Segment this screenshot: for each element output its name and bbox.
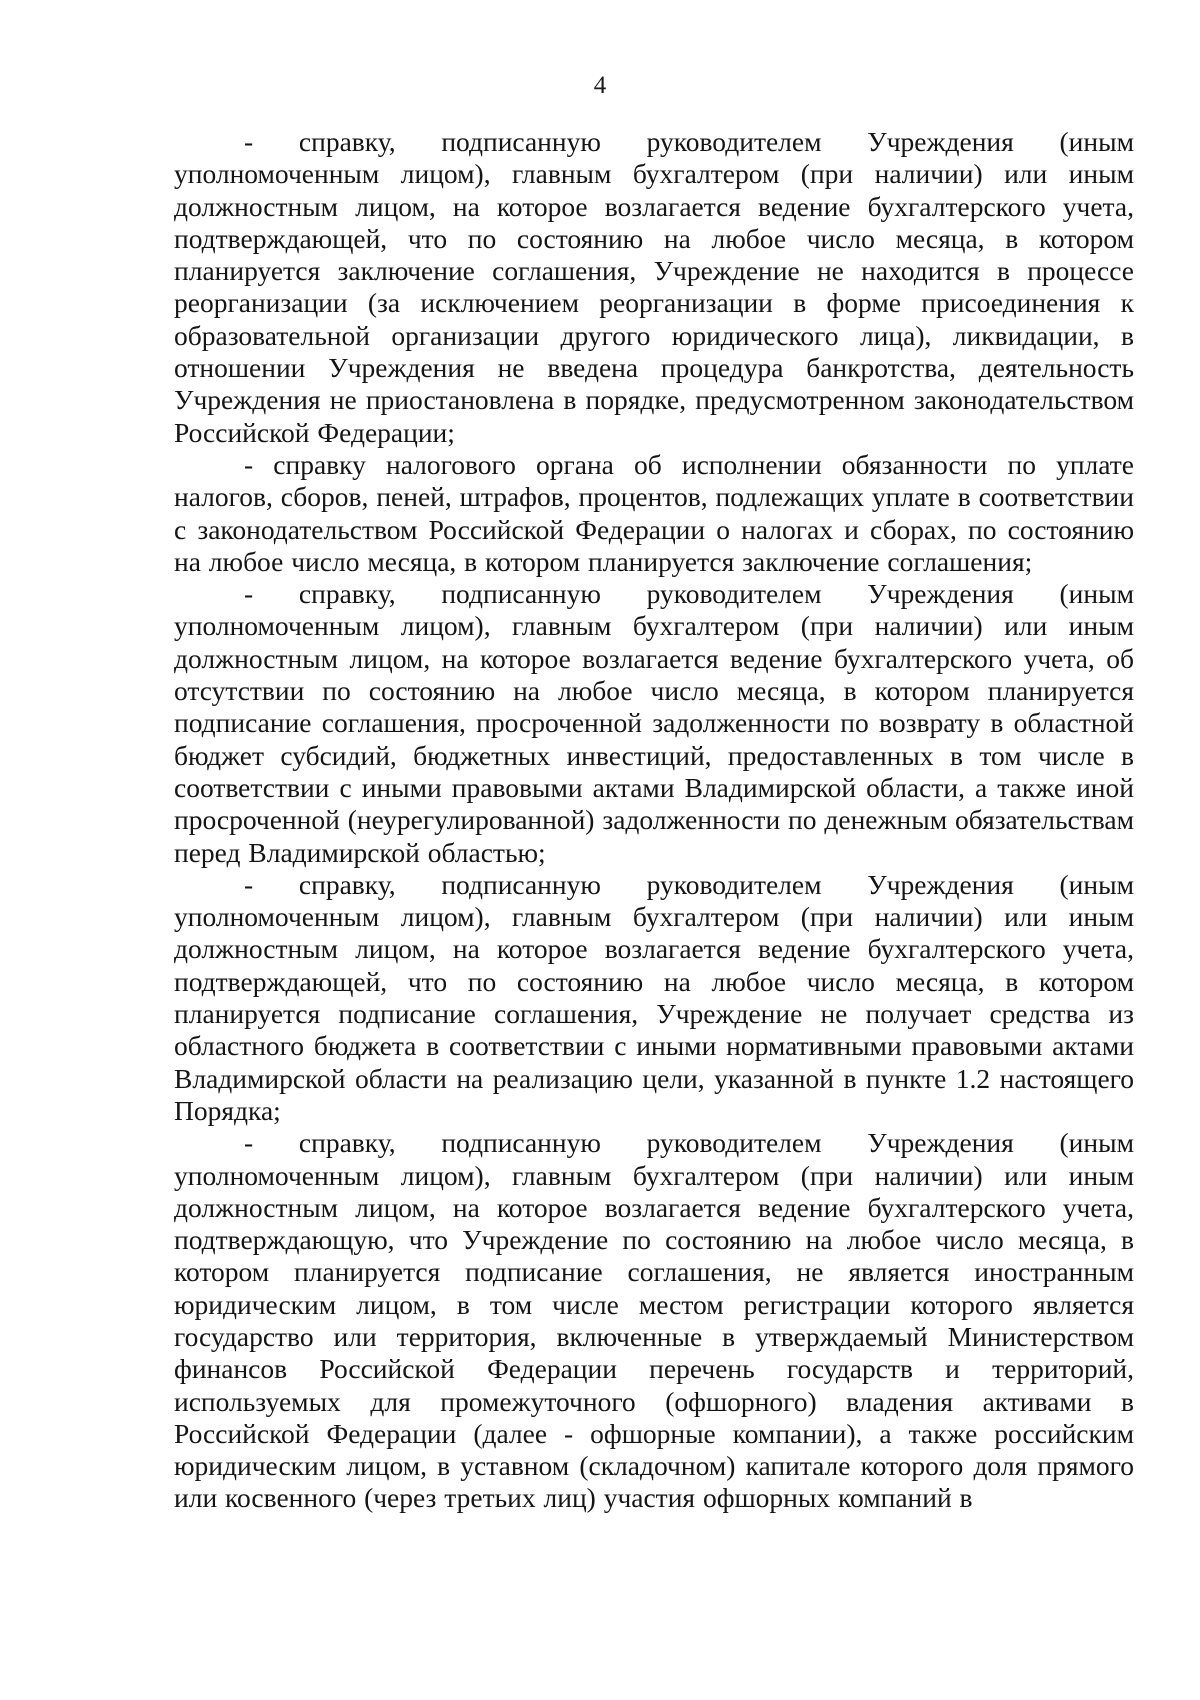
paragraph-debt-certificate: - справку, подписанную руководителем Учреждения (иным уполномоченным лицом), главным бухгалтером (при наличии) или иным должностным лицом, на которое возлагается ведение бухгалтерского учета, об отсутствии по состоянию на любое число месяца, в котором планируется подписание соглашения, просроченной задолженности по возврату в областной бюджет субсидий, бюджетных инвестиций, предоставленных в том числе в соответствии с иными правовыми актами Владимирской области, а также иной просроченной (неурегулированной) задолженности по денежным обязательствам перед Владимирской областью; (174, 578, 1134, 868)
page-number: 4 (593, 72, 607, 99)
document-body (174, 126, 1134, 1515)
paragraph-offshore-certificate: - справку, подписанную руководителем Учреждения (иным уполномоченным лицом), главным бухгалтером (при наличии) или иным должностным лицом, на которое возлагается ведение бухгалтерского учета, подтверждающую, что Учреждение по состоянию на любое число месяца, в котором планируется подписание соглашения, не является иностранным юридическим лицом, в том числе местом регистрации которого является государство или территория, включенные в утверждаемый Министерством финансов Российской Федерации перечень государств и территорий, используемых для промежуточного (офшорного) владения активами в Российской Федерации (далее - офшорные компании), а также российским юридическим лицом, в уставном (складочном) капитале которого доля прямого или косвенного (через третьих лиц) участия офшорных компаний в (174, 1127, 1134, 1514)
paragraph-funding-certificate: - справку, подписанную руководителем Учреждения (иным уполномоченным лицом), главным бухгалтером (при наличии) или иным должностным лицом, на которое возлагается ведение бухгалтерского учета, подтверждающей, что по состоянию на любое число месяца, в котором планируется подписание соглашения, Учреждение не получает средства из областного бюджета в соответствии с иными нормативными правовыми актами Владимирской области на реализацию цели, указанной в пункте 1.2 настоящего Порядка; (174, 868, 1134, 1126)
paragraph-tax-certificate: - справку налогового органа об исполнении обязанности по уплате налогов, сборов, пеней, штрафов, процентов, подлежащих уплате в соответствии с законодательством Российской Федерации о налогах и сборах, по состоянию на любое число месяца, в котором планируется заключение соглашения; (174, 448, 1134, 577)
paragraph-reorganization-certificate: - справку, подписанную руководителем Учреждения (иным уполномоченным лицом), главным бухгалтером (при наличии) или иным должностным лицом, на которое возлагается ведение бухгалтерского учета, подтверждающей, что по состоянию на любое число месяца, в котором планируется заключение соглашения, Учреждение не находится в процессе реорганизации (за исключением реорганизации в форме присоединения к образовательной организации другого юридического лица), ликвидации, в отношении Учреждения не введена процедура банкротства, деятельность Учреждения не приостановлена в порядке, предусмотренном законодательством Российской Федерации; (174, 126, 1134, 448)
